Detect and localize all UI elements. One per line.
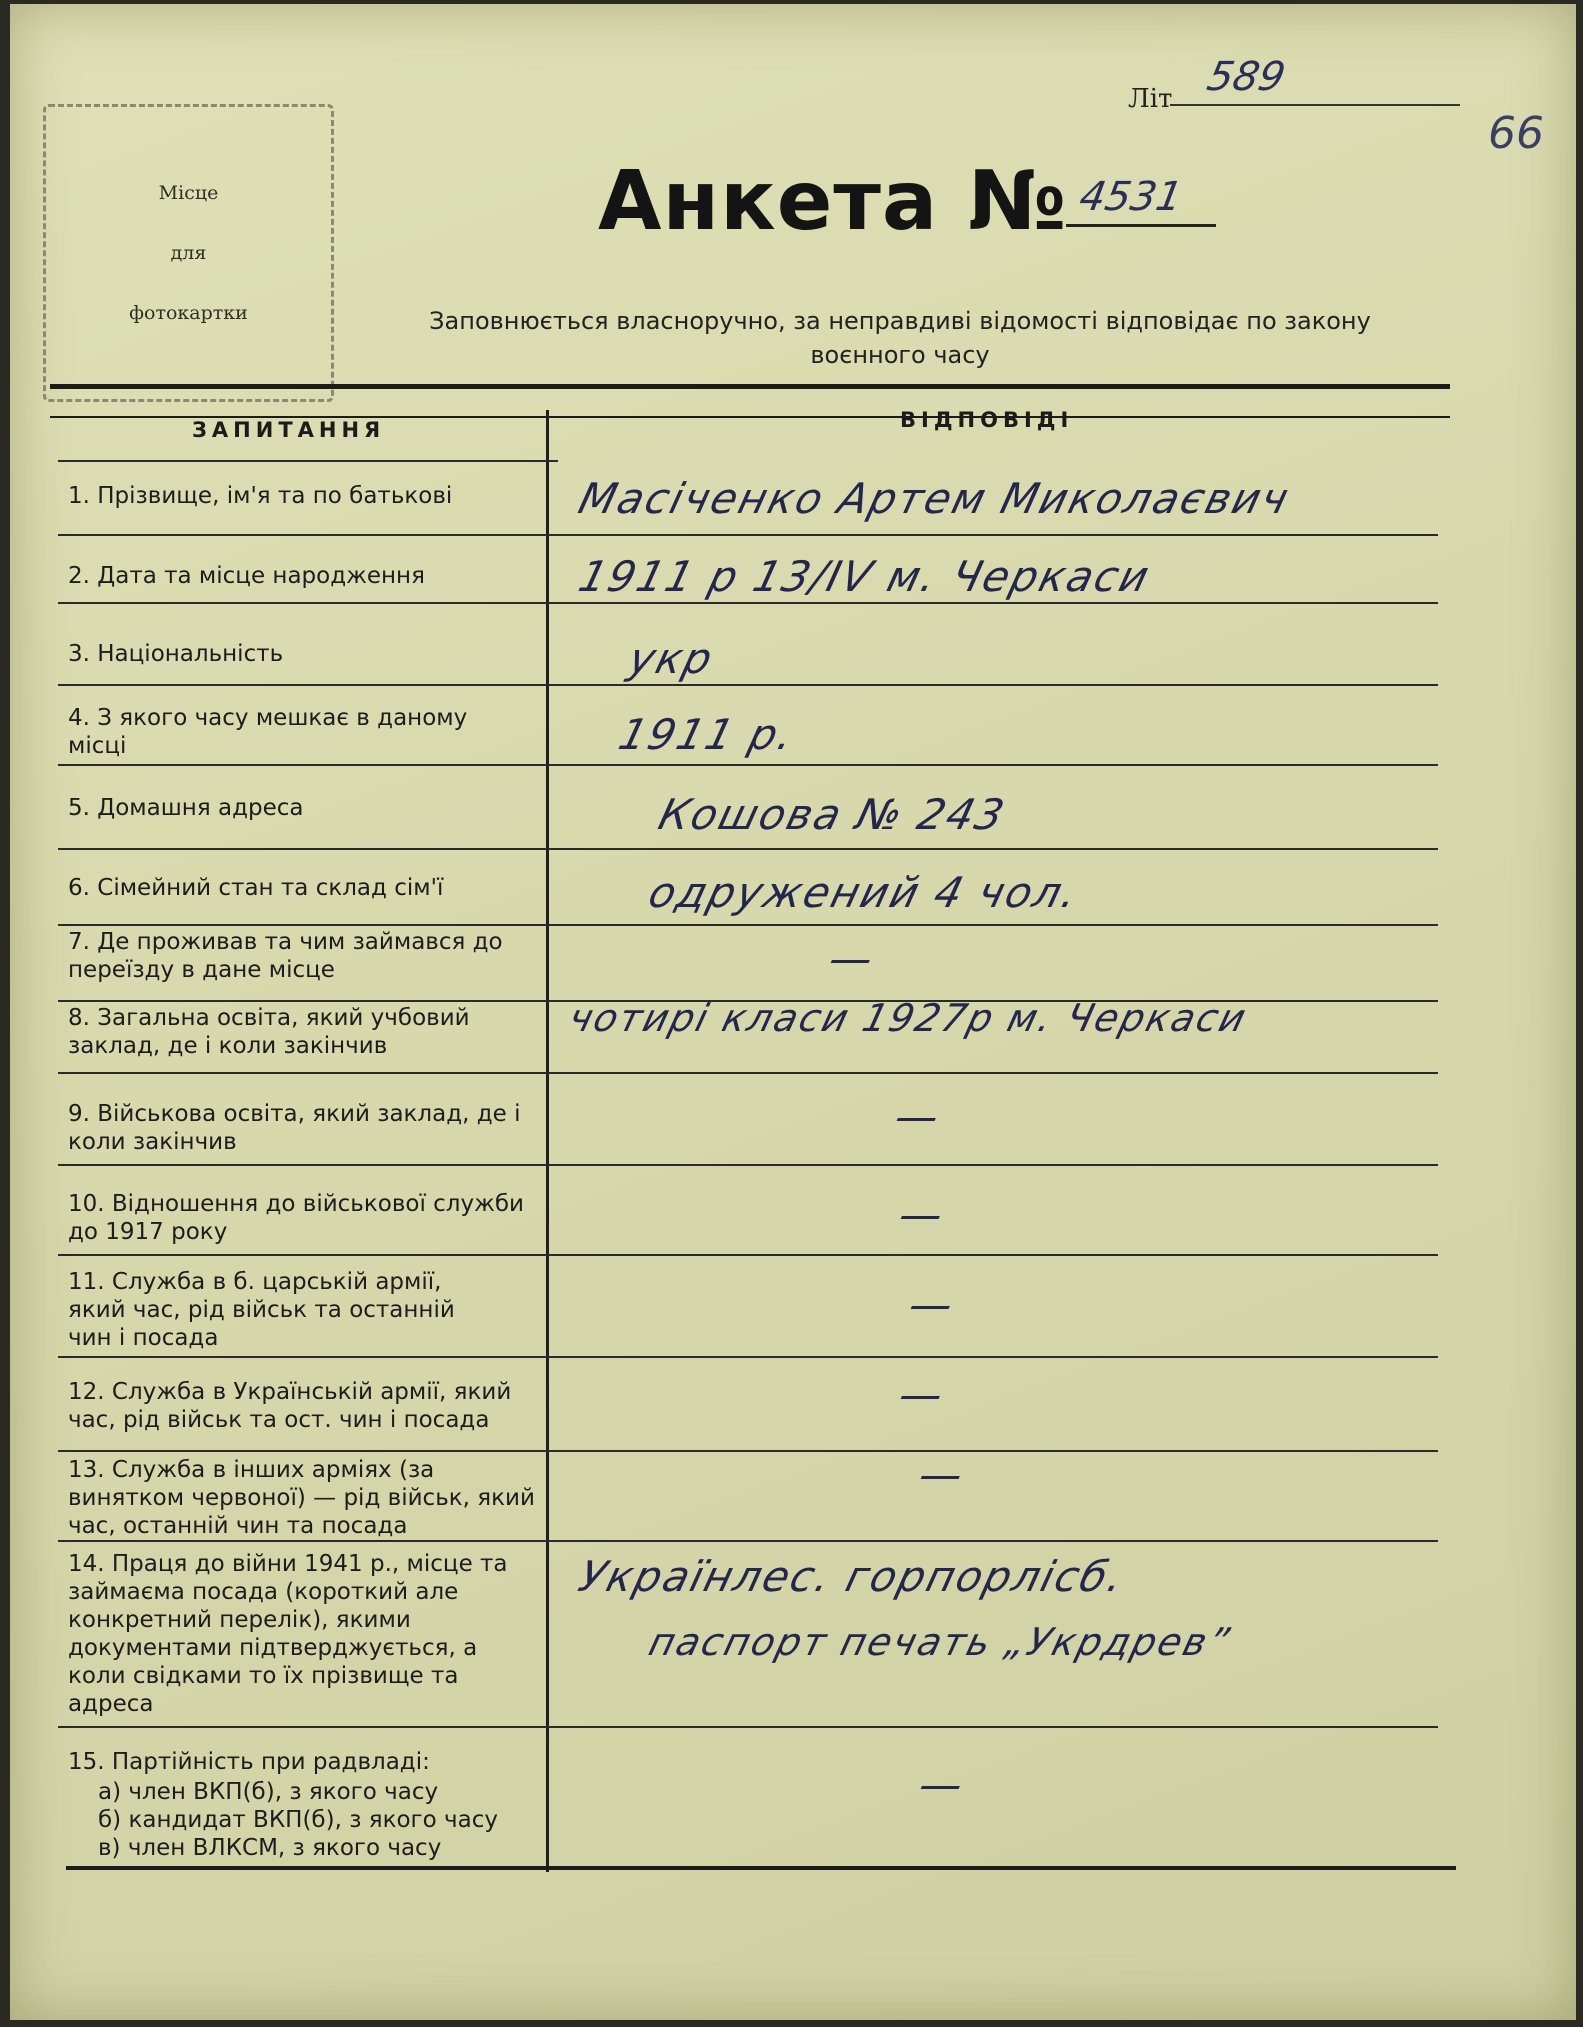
form-subtitle: Заповнюється власноручно, за неправдиві відомості відповідає по закону воєнного часу bbox=[429, 307, 1371, 369]
answer-3: укр bbox=[623, 634, 719, 683]
question-11: 11. Служба в б. царській армії, який час, рід військ та останній чин і посада bbox=[68, 1269, 455, 1351]
answer-8: чотирі класи 1927р м. Черкаси bbox=[564, 996, 1253, 1040]
answer-11: — bbox=[903, 1280, 961, 1329]
header-bottom-rule bbox=[58, 460, 558, 462]
page-title: Анкета № bbox=[598, 154, 1068, 249]
row-separator bbox=[58, 534, 1438, 536]
form-number: 4531 bbox=[1075, 174, 1186, 220]
answers-header: ВІДПОВІДІ bbox=[900, 408, 1074, 432]
row-separator bbox=[58, 764, 1438, 766]
answer-10: — bbox=[893, 1190, 951, 1239]
column-divider bbox=[546, 410, 549, 1872]
row-separator bbox=[58, 1540, 1438, 1542]
answer-14-line1: Українлес. горпорлісб. bbox=[573, 1552, 1131, 1601]
answer-14-line2: паспорт печать „Укрдрев” bbox=[644, 1620, 1236, 1664]
question-15: 15. Партійність при радвладі: bbox=[68, 1749, 430, 1775]
row-separator bbox=[58, 1072, 1438, 1074]
row-separator bbox=[58, 602, 1438, 604]
question-15b: б) кандидат ВКП(б), з якого часу bbox=[98, 1807, 498, 1833]
question-1: 1. Прізвище, ім'я та по батькові bbox=[68, 483, 453, 509]
row-separator bbox=[58, 848, 1438, 850]
question-5: 5. Домашня адреса bbox=[68, 795, 304, 821]
question-15c: в) член ВЛКСМ, з якого часу bbox=[98, 1835, 442, 1861]
question-14: 14. Праця до війни 1941 р., місце та займаєма посада (короткий але конкретний перелік), якими документами підтверджується, а коли свідками то їх прізвище та адреса bbox=[68, 1551, 508, 1717]
answer-4: 1911 р. bbox=[613, 710, 801, 759]
question-9: 9. Військова освіта, який заклад, де і коли закінчив bbox=[68, 1101, 521, 1155]
bottom-rule bbox=[66, 1866, 1456, 1870]
question-15a: а) член ВКП(б), з якого часу bbox=[98, 1779, 439, 1805]
row-separator bbox=[58, 684, 1438, 686]
row-separator bbox=[58, 1254, 1438, 1256]
photo-placeholder bbox=[43, 104, 334, 402]
questionnaire-sheet bbox=[10, 4, 1576, 2020]
answer-12: — bbox=[893, 1370, 951, 1419]
photo-label-2: для bbox=[170, 242, 207, 264]
answer-9: — bbox=[889, 1092, 947, 1141]
answer-2: 1911 р 13/IV м. Черкаси bbox=[573, 552, 1156, 601]
title-number-underline bbox=[1066, 224, 1216, 227]
question-6: 6. Сімейний стан та склад сім'ї bbox=[68, 875, 444, 901]
question-13: 13. Служба в інших арміях (за винятком червоної) — рід військ, який час, останній чин та посада bbox=[68, 1457, 535, 1539]
question-2: 2. Дата та місце народження bbox=[68, 563, 425, 589]
answer-15: — bbox=[913, 1760, 971, 1809]
lit-number: 589 bbox=[1203, 54, 1290, 100]
lit-label: Літ bbox=[1128, 84, 1173, 114]
question-12: 12. Служба в Українській армії, який час, рід військ та ост. чин і посада bbox=[68, 1379, 512, 1433]
row-separator bbox=[58, 924, 1438, 926]
row-separator bbox=[58, 1356, 1438, 1358]
answer-6: одружений 4 чол. bbox=[643, 868, 1085, 917]
question-3: 3. Національність bbox=[68, 641, 284, 667]
question-7: 7. Де проживав та чим займався до переїзду в дане місце bbox=[68, 929, 503, 983]
answer-7: — bbox=[823, 934, 881, 983]
photo-label-3: фотокартки bbox=[129, 302, 248, 324]
question-10: 10. Відношення до військової служби до 1917 року bbox=[68, 1191, 524, 1245]
answer-13: — bbox=[913, 1450, 971, 1499]
top-thick-rule bbox=[50, 384, 1450, 389]
photo-label-1: Місце bbox=[158, 182, 219, 204]
row-separator bbox=[58, 1726, 1438, 1728]
question-4: 4. З якого часу мешкає в даному місці bbox=[68, 705, 468, 759]
answer-5: Кошова № 243 bbox=[653, 790, 1011, 839]
row-separator bbox=[58, 1164, 1438, 1166]
question-8: 8. Загальна освіта, який учбовий заклад, де і коли закінчив bbox=[68, 1005, 470, 1059]
lit-underline bbox=[1170, 104, 1460, 106]
questions-header: ЗАПИТАННЯ bbox=[192, 418, 386, 442]
corner-page-number: 66 bbox=[1488, 108, 1544, 159]
answer-1: Масіченко Артем Миколаєвич bbox=[573, 474, 1296, 523]
